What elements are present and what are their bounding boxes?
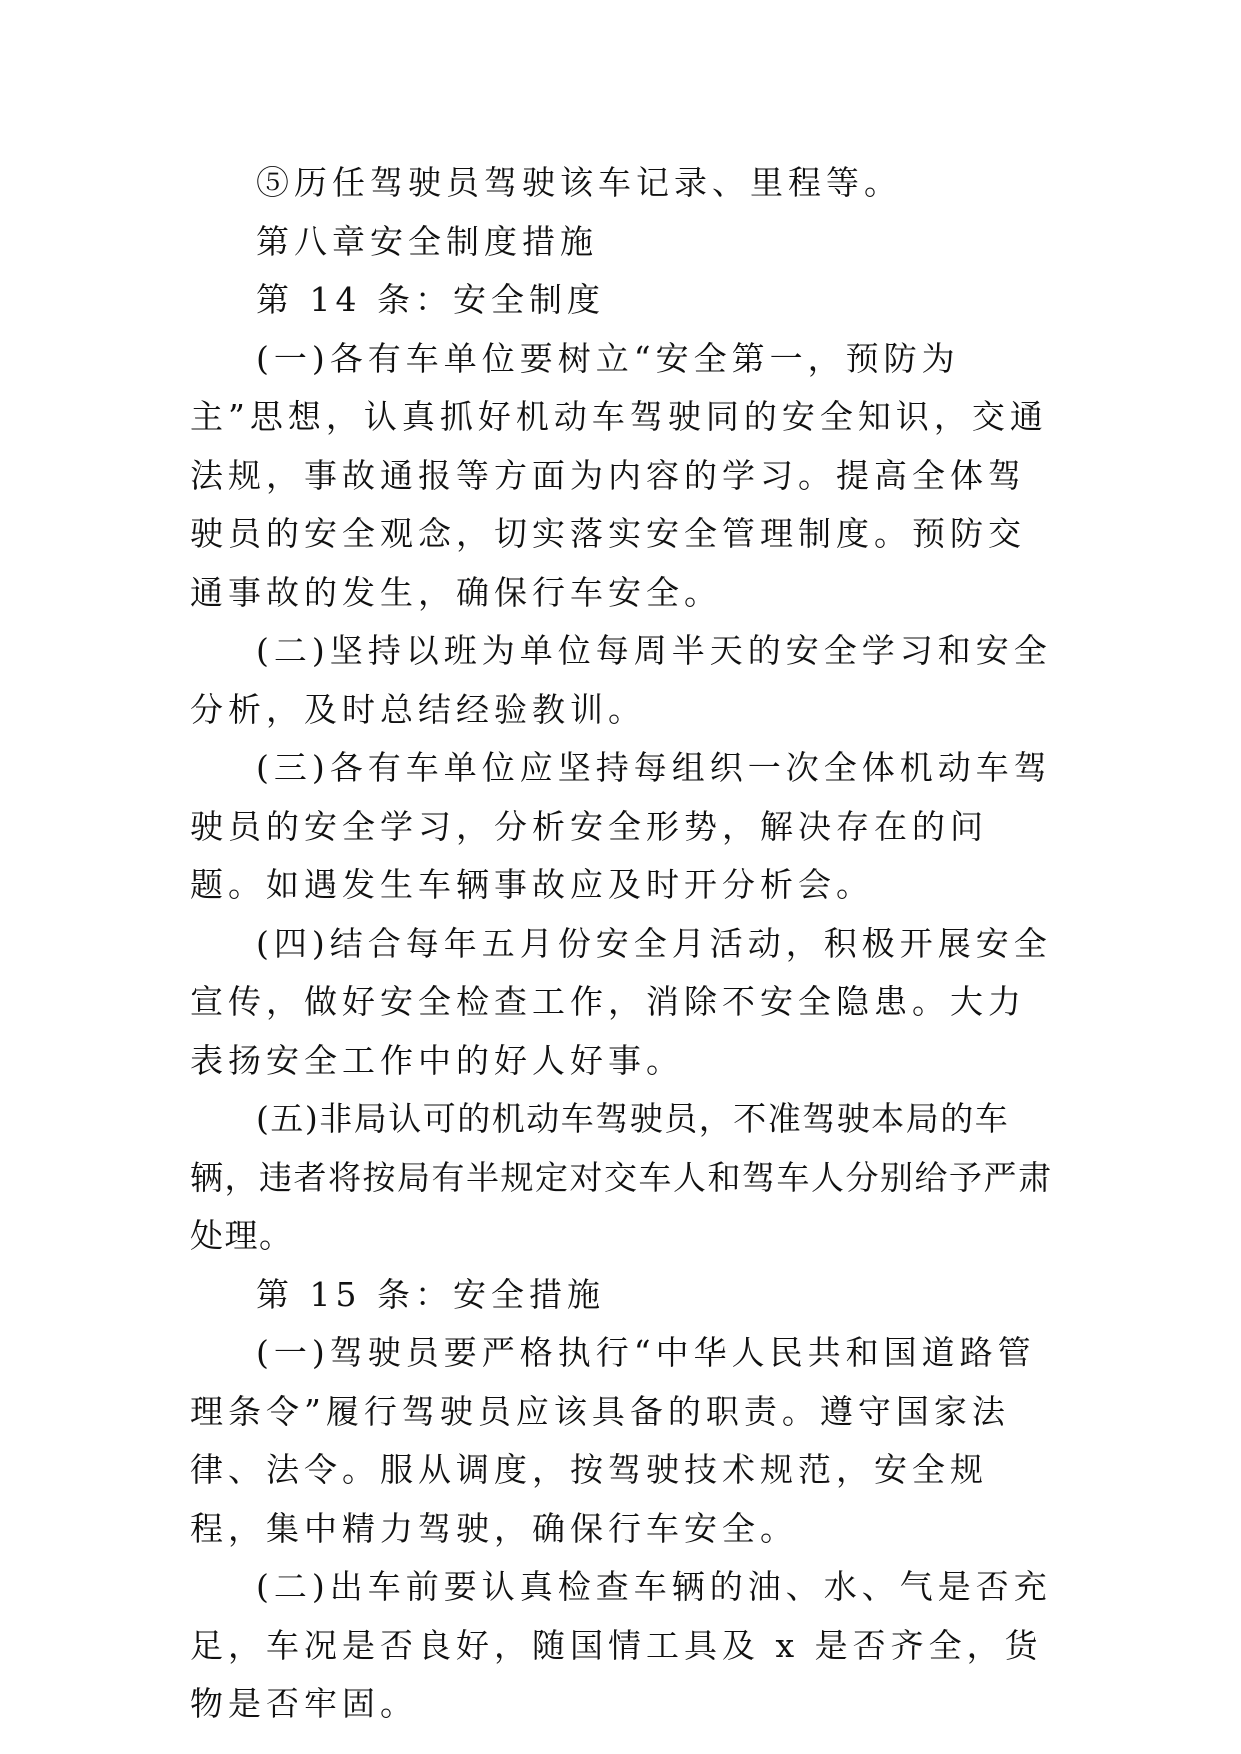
chapter-heading: 第八章安全制度措施	[256, 221, 598, 261]
paragraph-safety-3: (三)各有车单位应坚持每组织一次全体机动车驾驶员的安全学习，分析安全形势，解决存在的问题。如遇发生车辆事故应及时开分析会。	[190, 748, 1052, 904]
paragraph-record-item: ⑤历任驾驶员驾驶该车记录、里程等。	[256, 163, 902, 202]
article-14-heading: 第 14 条：安全制度	[256, 280, 605, 319]
paragraph-measure-1: (一)驾驶员要严格执行“中华人民共和国道路管理条令”履行驾驶员应该具备的职责。遵守国家法律、法令。服从调度，按驾驶技术规范，安全规程，集中精力驾驶，确保行车安全。	[190, 1333, 1036, 1548]
document-page	[190, 154, 1055, 1734]
paragraph-safety-2: (二)坚持以班为单位每周半天的安全学习和安全分析，及时总结经验教训。	[190, 631, 1052, 729]
paragraph-safety-4: (四)结合每年五月份安全月活动，积极开展安全宣传，做好安全检查工作，消除不安全隐患。大力表扬安全工作中的好人好事。	[190, 923, 1052, 1080]
paragraph-safety-1: (一)各有车单位要树立“安全第一，预防为主”思想，认真抓好机动车驾驶同的安全知识，交通法规，事故通报等方面为内容的学习。提高全体驾驶员的安全观念，切实落实安全管理制度。预防交通事故的发生，确保行车安全。	[190, 338, 1048, 612]
paragraph-measure-2: (二)出车前要认真检查车辆的油、水、气是否充足，车况是否良好，随国情工具及 x 是否齐全，货物是否牢固。	[190, 1567, 1052, 1723]
article-15-heading: 第 15 条：安全措施	[256, 1274, 605, 1314]
paragraph-safety-5: (五)非局认可的机动车驾驶员，不准驾驶本局的车辆，违者将按局有半规定对交车人和驾车人分别给予严肃处理。	[190, 1099, 1053, 1255]
